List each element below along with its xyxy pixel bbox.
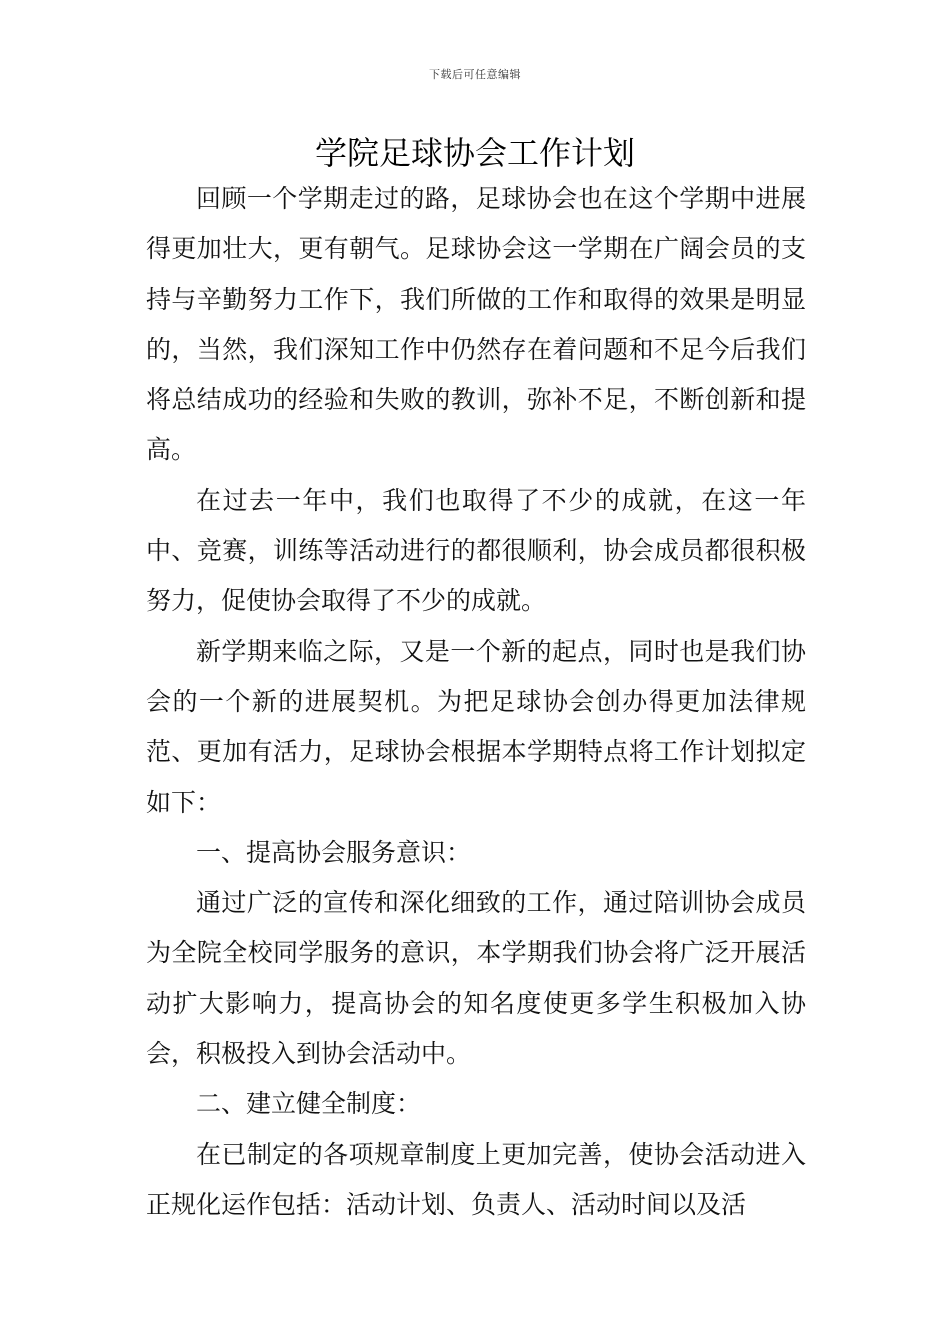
paragraph-new-semester: 新学期来临之际，又是一个新的起点，同时也是我们协会的一个新的进展契机。为把足球协会创办得更加法律规范、更加有活力，足球协会根据本学期特点将工作计划拟定如下：	[146, 636, 806, 817]
section-heading-system: 二、建立健全制度：	[196, 1089, 422, 1119]
paragraph-review: 回顾一个学期走过的路，足球协会也在这个学期中进展得更加壮大，更有朝气。足球协会这一学期在广阔会员的支持与辛勤努力工作下，我们所做的工作和取得的效果是明显的，当然，我们深知工作中仍然存在着问题和不足今后我们将总结成功的经验和失败的教训，弥补不足，不断创新和提高。	[146, 184, 806, 465]
header-note: 下载后可任意编辑	[429, 68, 521, 81]
document-title: 学院足球协会工作计划	[314, 134, 635, 172]
section-heading-service: 一、提高协会服务意识：	[196, 837, 472, 867]
paragraph-system: 在已制定的各项规章制度上更加完善，使协会活动进入正规化运作包括：活动计划、负责人、活动时间以及活	[146, 1139, 806, 1219]
paragraph-service: 通过广泛的宣传和深化细致的工作，通过陪训协会成员为全院全校同学服务的意识，本学期我们协会将广泛开展活动扩大影响力，提高协会的知名度使更多学生积极加入协会，积极投入到协会活动中。	[146, 888, 806, 1069]
document-body	[146, 174, 806, 1230]
paragraph-achievements: 在过去一年中，我们也取得了不少的成就，在这一年中、竞赛，训练等活动进行的都很顺利，协会成员都很积极努力，促使协会取得了不少的成就。	[146, 485, 806, 616]
